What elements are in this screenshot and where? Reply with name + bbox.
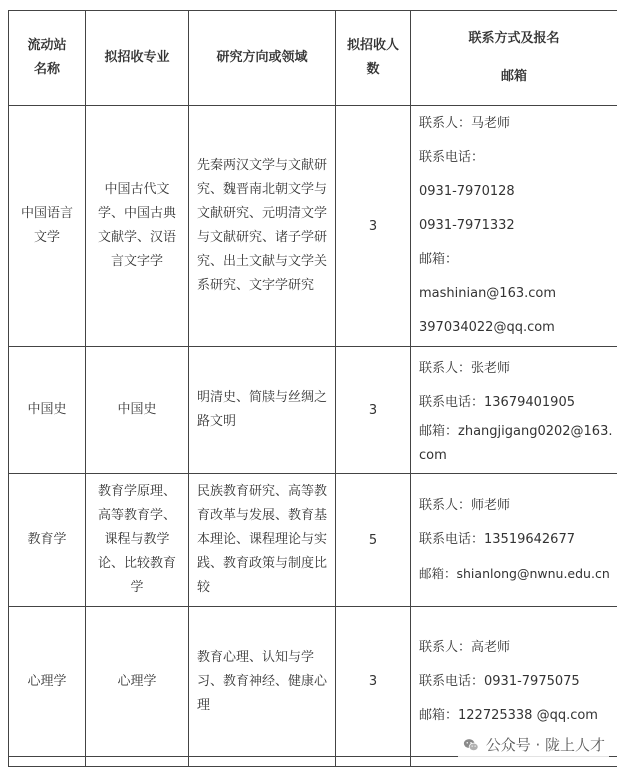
major-cell: 教育学原理、高等教育学、课程与教学论、比较教育学: [86, 474, 189, 607]
header-contact: 联系方式及报名 邮箱: [411, 11, 618, 106]
station-cell: 中国史: [9, 347, 86, 474]
contact-person: 联系人：马老师: [419, 116, 511, 131]
recruitment-table: [8, 10, 617, 767]
contact-phone: 联系电话：13519642677: [419, 532, 575, 547]
recruitment-table-wrapper: [8, 10, 617, 771]
direction-cell: 明清史、简牍与丝绸之路文明: [189, 347, 336, 474]
contact-phone-label: 联系电话：: [419, 150, 485, 165]
contact-cell: [411, 347, 618, 474]
contact-person: 联系人：高老师: [419, 639, 511, 655]
direction-cell: 先秦两汉文学与文献研究、魏晋南北朝文学与文献研究、元明清文学与文献研究、诸子学研究、出土文献与文学关系研究、文字学研究: [189, 106, 336, 347]
table-row: [9, 106, 618, 347]
table-row: [9, 347, 618, 474]
contact-phone: 0931-7970128: [419, 184, 515, 199]
direction-cell: 教育心理、认知与学习、教育神经、健康心理: [189, 607, 336, 757]
header-direction: 研究方向或领域: [189, 11, 336, 106]
contact-cell: [411, 474, 618, 607]
contact-email: mashinian@163.com: [419, 286, 557, 301]
contact-phone: 0931-7971332: [419, 218, 515, 233]
count-cell: 3: [336, 347, 411, 474]
major-cell: 心理学: [86, 607, 189, 757]
contact-phone: 联系电话：13679401905: [419, 395, 575, 410]
wechat-icon: [462, 736, 480, 754]
count-cell: 3: [336, 106, 411, 347]
station-cell: 中国语言文学: [9, 106, 86, 347]
station-cell: 教育学: [9, 474, 86, 607]
contact-email: 邮箱：122725338 @qq.com: [419, 707, 598, 723]
direction-cell: 民族教育研究、高等教育改革与发展、教育基本理论、课程理论与实践、教育政策与制度比较: [189, 474, 336, 607]
major-cell: 中国史: [86, 347, 189, 474]
watermark: [458, 732, 609, 757]
station-cell: 心理学: [9, 607, 86, 757]
contact-email: 邮箱：zhangjigang0202@163.com: [419, 424, 613, 463]
contact-cell: [411, 106, 618, 347]
contact-email: 397034022@qq.com: [419, 320, 555, 335]
contact-person: 联系人：张老师: [419, 361, 511, 376]
contact-person: 联系人：师老师: [419, 498, 511, 513]
count-cell: 5: [336, 474, 411, 607]
contact-phone: 联系电话：0931-7975075: [419, 673, 580, 689]
count-cell: 3: [336, 607, 411, 757]
contact-email-label: 邮箱：: [419, 252, 459, 267]
header-count: 拟招收人 数: [336, 11, 411, 106]
header-major: 拟招收专业: [86, 11, 189, 106]
table-row: [9, 474, 618, 607]
table-row-partial: [9, 757, 618, 767]
header-row: [9, 11, 618, 106]
watermark-text: 公众号 · 陇上人才: [485, 736, 605, 754]
contact-email: 邮箱：shianlong@nwnu.edu.cn: [419, 566, 610, 581]
header-station: 流动站 名称: [9, 11, 86, 106]
major-cell: 中国古代文学、中国古典文献学、汉语言文字学: [86, 106, 189, 347]
